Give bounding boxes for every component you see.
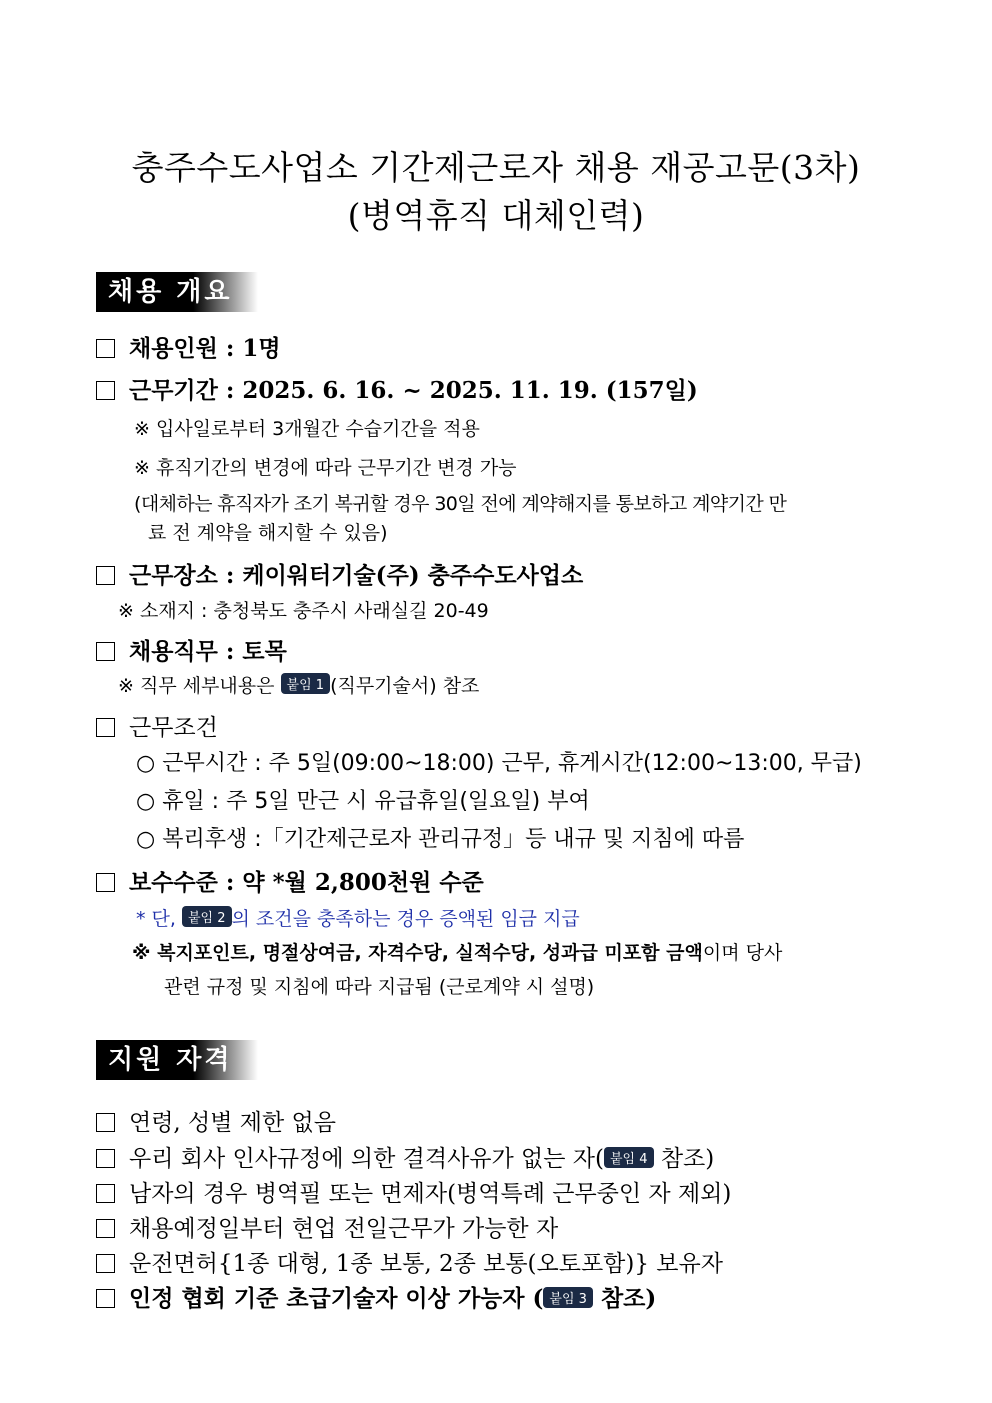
period-note-2: ※ 휴직기간의 변경에 따라 근무기간 변경 가능 xyxy=(134,457,517,479)
pay-text: 보수수준 : 약 *월 2,800천원 수준 xyxy=(129,869,484,896)
condition-holidays: ○ 휴일 : 주 5일 만근 시 유급휴일(일요일) 부여 xyxy=(136,789,590,814)
pay-note-pre: * 단, xyxy=(136,908,182,930)
period-text: 근무기간 : 2025. 6. 16. ~ 2025. 11. 19. (157일) xyxy=(129,377,698,404)
qualification-item-5 xyxy=(96,1245,723,1278)
period-note-1: ※ 입사일로부터 3개월간 수습기간을 적용 xyxy=(134,418,480,440)
qualification-text-6-post: 참조) xyxy=(592,1285,657,1312)
checkbox-icon xyxy=(96,1254,115,1273)
pay-note-2 xyxy=(132,938,782,965)
pay-note-2-bold: ※ 복지포인트, 명절상여금, 자격수당, 실적수당, 성과급 미포함 금액 xyxy=(132,942,703,964)
checkbox-icon xyxy=(96,381,115,400)
condition-welfare: ○ 복리후생 :「기간제근로자 관리규정」등 내규 및 지침에 따름 xyxy=(136,827,745,852)
qualification-text-2-post: 참조) xyxy=(653,1146,715,1172)
job-note xyxy=(118,671,479,698)
qualification-item-1 xyxy=(96,1104,336,1137)
job-text: 채용직무 : 토목 xyxy=(129,638,287,665)
checkbox-icon xyxy=(96,339,115,358)
checkbox-icon xyxy=(96,1149,115,1168)
place-item xyxy=(96,557,583,590)
job-note-pre: ※ 직무 세부내용은 xyxy=(118,675,281,697)
qualification-text-2-pre: 우리 회사 인사규정에 의한 결격사유가 없는 자( xyxy=(129,1146,604,1172)
checkbox-icon xyxy=(96,1219,115,1238)
place-text: 근무장소 : 케이워터기술(주) 충주수도사업소 xyxy=(129,562,584,589)
checkbox-icon xyxy=(96,718,115,737)
checkbox-icon xyxy=(96,642,115,661)
period-note-3b: 료 전 계약을 해지할 수 있음) xyxy=(148,522,388,544)
job-item xyxy=(96,633,287,666)
qualification-text-4: 채용예정일부터 현업 전일근무가 가능한 자 xyxy=(129,1216,559,1242)
qualification-item-6 xyxy=(96,1280,656,1313)
qualification-item-4 xyxy=(96,1210,558,1243)
qualification-text-5: 운전면허{1종 대형, 1종 보통, 2종 보통(오토포함)} 보유자 xyxy=(129,1251,723,1277)
qualification-text-3: 남자의 경우 병역필 또는 면제자(병역특례 근무중인 자 제외) xyxy=(129,1181,732,1207)
pay-item xyxy=(96,864,484,897)
qualification-item-3 xyxy=(96,1175,731,1208)
place-note: ※ 소재지 : 충청북도 충주시 사래실길 20-49 xyxy=(118,600,489,622)
qualification-text-1: 연령, 성별 제한 없음 xyxy=(129,1110,336,1136)
section-heading-overview: 채용 개요 xyxy=(96,272,258,312)
qualification-item-2 xyxy=(96,1140,714,1173)
checkbox-icon xyxy=(96,1113,115,1132)
attachment-badge-2: 붙임 2 xyxy=(182,906,232,927)
conditions-text: 근무조건 xyxy=(129,715,218,741)
checkbox-icon xyxy=(96,1289,115,1308)
period-item xyxy=(96,372,698,405)
pay-note-2-line2: 관련 규정 및 지침에 따라 지급됨 (근로계약 시 설명) xyxy=(164,976,595,998)
headcount-item xyxy=(96,330,281,363)
qualification-text-6-pre: 인정 협회 기준 초급기술자 이상 가능자 ( xyxy=(129,1285,544,1312)
headcount-text: 채용인원 : 1명 xyxy=(129,335,281,362)
section-heading-qualifications: 지원 자격 xyxy=(96,1040,258,1080)
checkbox-icon xyxy=(96,566,115,585)
job-note-post: (직무기술서) 참조 xyxy=(330,675,480,697)
attachment-badge-1: 붙임 1 xyxy=(281,673,331,694)
pay-note xyxy=(136,904,580,931)
pay-note-post: 의 조건을 충족하는 경우 증액된 임금 지급 xyxy=(231,908,580,930)
attachment-badge-3: 붙임 3 xyxy=(543,1287,593,1308)
page-title: 충주수도사업소 기간제근로자 채용 재공고문(3차) xyxy=(131,148,861,187)
page-subtitle: (병역휴직 대체인력) xyxy=(347,196,645,235)
condition-work-hours: ○ 근무시간 : 주 5일(09:00~18:00) 근무, 휴게시간(12:00~13:00, 무급) xyxy=(136,751,862,776)
checkbox-icon xyxy=(96,873,115,892)
attachment-badge-4: 붙임 4 xyxy=(604,1147,654,1168)
pay-note-2-rest: 이며 당사 xyxy=(702,942,783,964)
checkbox-icon xyxy=(96,1184,115,1203)
period-note-3a: (대체하는 휴직자가 조기 복귀할 경우 30일 전에 계약해지를 통보하고 계약기간 만 xyxy=(134,493,787,515)
conditions-item xyxy=(96,709,218,742)
